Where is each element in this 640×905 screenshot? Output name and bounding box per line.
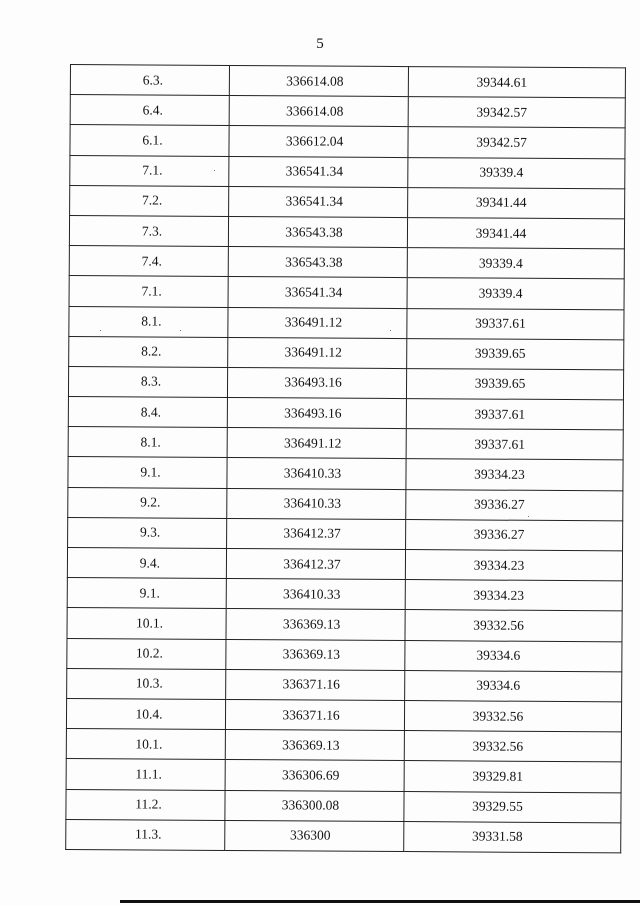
point-number-cell: 9.3. <box>68 517 227 548</box>
x-coordinate-cell: 336369.13 <box>225 730 404 761</box>
point-number-cell: 8.1. <box>69 306 228 337</box>
x-coordinate-cell: 336300 <box>225 820 404 851</box>
x-coordinate-cell: 336371.16 <box>225 699 404 730</box>
x-coordinate-cell: 336412.37 <box>226 548 405 579</box>
y-coordinate-cell: 39342.57 <box>408 97 625 129</box>
scan-edge-line <box>120 900 640 903</box>
table-row <box>67 578 622 612</box>
x-coordinate-cell: 336369.13 <box>226 609 405 640</box>
table-row <box>66 698 621 732</box>
x-coordinate-cell: 336493.16 <box>227 367 406 398</box>
table-row <box>69 215 624 249</box>
table-row <box>66 729 621 763</box>
y-coordinate-cell: 39334.23 <box>405 580 622 612</box>
table-row <box>68 397 623 431</box>
scan-speck <box>100 330 101 331</box>
x-coordinate-cell: 336493.16 <box>227 398 406 429</box>
x-coordinate-cell: 336543.38 <box>228 247 407 278</box>
y-coordinate-cell: 39332.56 <box>405 610 622 642</box>
table-row <box>69 246 624 280</box>
table-row <box>66 819 621 853</box>
y-coordinate-cell: 39337.61 <box>407 308 624 340</box>
point-number-cell: 8.2. <box>69 336 228 367</box>
x-coordinate-cell: 336614.08 <box>229 65 408 96</box>
point-number-cell: 8.1. <box>68 427 227 458</box>
table-row <box>70 65 625 99</box>
table-row <box>67 547 622 581</box>
x-coordinate-cell: 336491.12 <box>228 337 407 368</box>
point-number-cell: 6.4. <box>70 95 229 126</box>
x-coordinate-cell: 336541.34 <box>229 156 408 187</box>
scan-speck <box>528 516 529 517</box>
scan-speck <box>390 330 391 331</box>
y-coordinate-cell: 39336.27 <box>406 489 623 521</box>
coordinates-table-body <box>66 65 626 853</box>
point-number-cell: 8.4. <box>68 397 227 428</box>
point-number-cell: 9.1. <box>67 578 226 609</box>
point-number-cell: 10.4. <box>66 698 225 729</box>
x-coordinate-cell: 336371.16 <box>226 669 405 700</box>
x-coordinate-cell: 336614.08 <box>229 96 408 127</box>
x-coordinate-cell: 336369.13 <box>226 639 405 670</box>
y-coordinate-cell: 39339.4 <box>407 278 624 310</box>
point-number-cell: 7.3. <box>69 215 228 246</box>
table-row <box>70 185 625 219</box>
table-row <box>70 95 625 129</box>
point-number-cell: 7.4. <box>69 246 228 277</box>
y-coordinate-cell: 39339.4 <box>408 157 625 189</box>
point-number-cell: 11.3. <box>66 819 225 850</box>
point-number-cell: 6.1. <box>70 125 229 156</box>
point-number-cell: 10.3. <box>67 668 226 699</box>
y-coordinate-cell: 39341.44 <box>408 187 625 219</box>
x-coordinate-cell: 336543.38 <box>228 216 407 247</box>
table-row <box>70 125 625 159</box>
table-row <box>68 427 623 461</box>
table-row <box>68 366 623 400</box>
y-coordinate-cell: 39334.6 <box>405 670 622 702</box>
table-row <box>69 336 624 370</box>
y-coordinate-cell: 39334.23 <box>405 550 622 582</box>
point-number-cell: 11.2. <box>66 789 225 820</box>
y-coordinate-cell: 39332.56 <box>404 731 621 763</box>
x-coordinate-cell: 336541.34 <box>228 277 407 308</box>
table-row <box>70 155 625 189</box>
scan-speck <box>214 170 215 171</box>
point-number-cell: 10.1. <box>67 608 226 639</box>
y-coordinate-cell: 39337.61 <box>406 399 623 431</box>
y-coordinate-cell: 39334.6 <box>405 640 622 672</box>
point-number-cell: 7.2. <box>70 185 229 216</box>
point-number-cell: 8.3. <box>68 366 227 397</box>
y-coordinate-cell: 39339.65 <box>406 368 623 400</box>
point-number-cell: 6.3. <box>70 65 229 96</box>
coordinates-table <box>65 64 626 853</box>
y-coordinate-cell: 39332.56 <box>404 700 621 732</box>
x-coordinate-cell: 336410.33 <box>227 458 406 489</box>
table-row <box>68 487 623 521</box>
table-row <box>67 638 622 672</box>
point-number-cell: 11.1. <box>66 759 225 790</box>
table-row <box>68 457 623 491</box>
point-number-cell: 10.1. <box>66 729 225 760</box>
table-row <box>67 668 622 702</box>
y-coordinate-cell: 39341.44 <box>407 218 624 250</box>
point-number-cell: 9.2. <box>68 487 227 518</box>
y-coordinate-cell: 39342.57 <box>408 127 625 159</box>
x-coordinate-cell: 336491.12 <box>228 307 407 338</box>
table-row <box>66 759 621 793</box>
y-coordinate-cell: 39334.23 <box>406 459 623 491</box>
y-coordinate-cell: 39339.4 <box>407 248 624 280</box>
y-coordinate-cell: 39339.65 <box>407 338 624 370</box>
x-coordinate-cell: 336491.12 <box>227 428 406 459</box>
y-coordinate-cell: 39344.61 <box>408 67 625 99</box>
point-number-cell: 9.4. <box>67 547 226 578</box>
x-coordinate-cell: 336612.04 <box>229 126 408 157</box>
y-coordinate-cell: 39329.81 <box>404 761 621 793</box>
point-number-cell: 7.1. <box>69 276 228 307</box>
table-row <box>67 608 622 642</box>
x-coordinate-cell: 336306.69 <box>225 760 404 791</box>
table-row <box>68 517 623 551</box>
y-coordinate-cell: 39331.58 <box>404 821 621 853</box>
x-coordinate-cell: 336412.37 <box>227 518 406 549</box>
table-row <box>69 306 624 340</box>
y-coordinate-cell: 39329.55 <box>404 791 621 823</box>
y-coordinate-cell: 39337.61 <box>406 429 623 461</box>
point-number-cell: 7.1. <box>70 155 229 186</box>
point-number-cell: 9.1. <box>68 457 227 488</box>
page-number: 5 <box>316 36 324 52</box>
x-coordinate-cell: 336410.33 <box>226 579 405 610</box>
x-coordinate-cell: 336410.33 <box>227 488 406 519</box>
scan-speck <box>180 330 181 331</box>
x-coordinate-cell: 336300.08 <box>225 790 404 821</box>
table-row <box>66 789 621 823</box>
point-number-cell: 10.2. <box>67 638 226 669</box>
x-coordinate-cell: 336541.34 <box>229 186 408 217</box>
y-coordinate-cell: 39336.27 <box>406 519 623 551</box>
table-row <box>69 276 624 310</box>
